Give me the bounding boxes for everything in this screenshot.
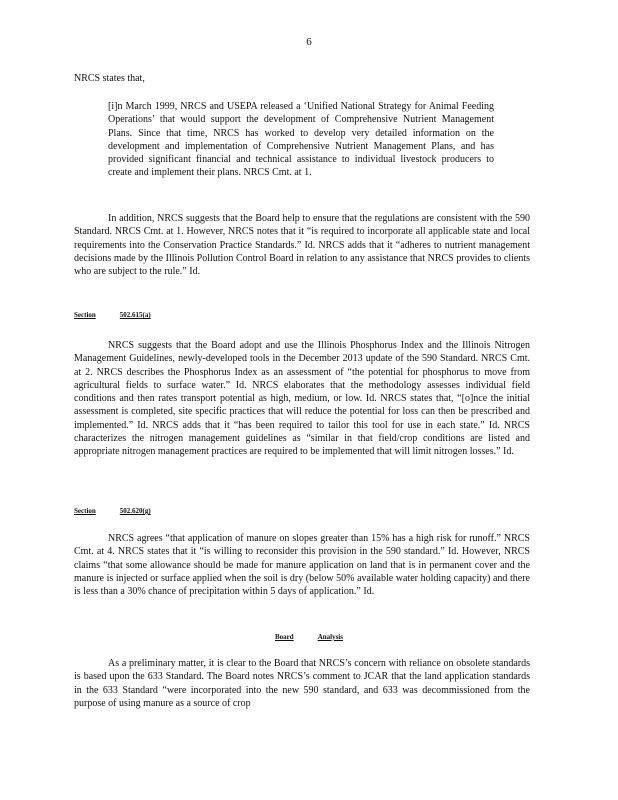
paragraph-regulations-consistency: In addition, NRCS suggests that the Board help to ensure that the regulations are consistent with the 590 Standard. NRCS Cmt. at 1. However, NRCS notes that it “is required to incorporate all applicable state and local requirements into the Conservation Practice Standards.” Id. NRCS adds that it “adheres to nutrient management decisions made by the Illinois Pollution Control Board in relation to any assistance that NRCS provides to clients who are subject to the rule.” Id.: [74, 213, 530, 278]
section-heading-502-620g: [74, 506, 151, 516]
board-analysis-heading: [0, 632, 618, 642]
section-number: 502.620(g): [119, 507, 151, 515]
block-quote: [i]n March 1999, NRCS and USEPA released a ‘Unified National Strategy for Animal Feeding Operations’ that would support the development of Comprehensive Nutrient Management Plans. Since that time, NRCS has worked to develop very detailed information on the development and implementation of Comprehensive Nutrient Management Plans, and has provided significant financial and technical assistance to individual livestock producers to create and implement their plans. NRCS Cmt. at 1.: [108, 101, 494, 179]
paragraph-phosphorus-index: NRCS suggests that the Board adopt and use the Illinois Phosphorus Index and the Illinois Nitrogen Management Guidelines, newly-developed tools in the December 2013 update of the 590 Standard. NRCS Cmt. at 2. NRCS describes the Phosphorus Index as an assessment of “the potential for phosphorus to move from agricultural fields to surface water.” Id. NRCS elaborates that the methodology assesses individual field conditions and then rates transport potential as high, medium, or low. Id. NRCS states that, “[o]nce the initial assessment is completed, site specific practices that will reduce the potential for loss can then be prescribed and implemented.” Id. NRCS adds that it “has been required to tailor this tool for use in each state.” Id. NRCS characterizes the nitrogen management guidelines as “similar in that field/crop conditions are listed and appropriate nitrogen management practices are required to be implemented that will limit nitrogen losses.” Id.: [74, 340, 530, 458]
paragraph-board-analysis: As a preliminary matter, it is clear to the Board that NRCS’s concern with reliance on obsolete standards is based upon the 633 Standard. The Board notes NRCS’s comment to JCAR that the land application standards in the 633 Standard “were incorporated into the new 590 standard, and 633 was decommissioned from the purpose of using manure as a source of crop: [74, 658, 530, 709]
page-number: 6: [306, 36, 312, 48]
section-heading-502-615a: [74, 310, 151, 320]
analysis-word: Analysis: [317, 633, 343, 641]
section-label: Section: [74, 507, 96, 515]
intro-line: NRCS states that,: [74, 73, 145, 84]
board-word: Board: [275, 633, 294, 641]
paragraph-manure-slopes: NRCS agrees “that application of manure on slopes greater than 15% has a high risk for runoff.” NRCS Cmt. at 4. NRCS states that it “is willing to reconsider this provision in the 590 standard.” Id. However, NRCS claims “that some allowance should be made for manure application on land that is in permanent cover and the manure is injected or surface applied when the soil is dry (below 50% available water holding capacity) and there is less than a 30% chance of precipitation within 5 days of application.” Id.: [74, 533, 530, 598]
section-number: 502.615(a): [119, 311, 151, 319]
section-label: Section: [74, 311, 96, 319]
